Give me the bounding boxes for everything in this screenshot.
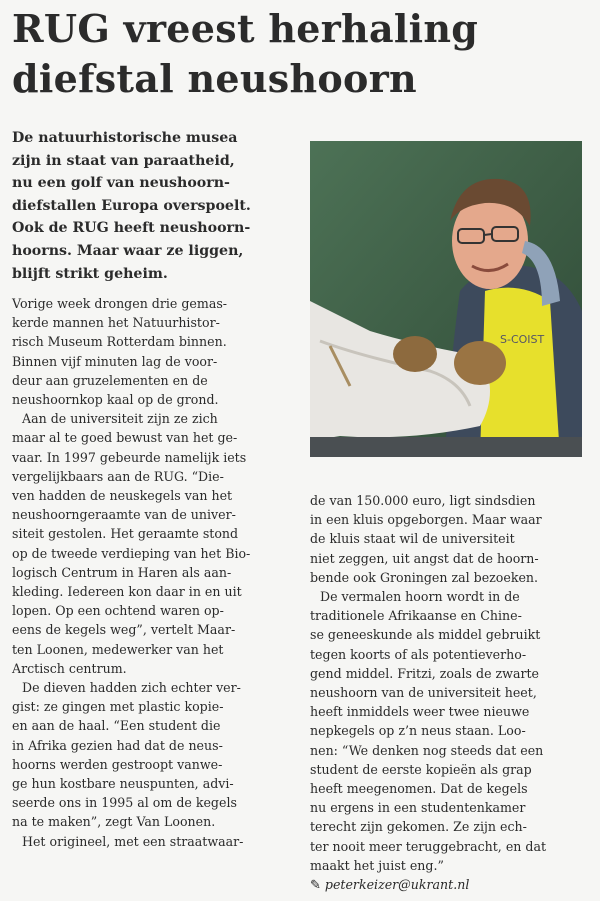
body-line: Binnen vijf minuten lag de voor- [12,353,218,369]
lead-line: diefstallen Europa overspoelt. [12,197,251,214]
article-photo [310,141,582,457]
body-line: Vorige week drongen drie gemas- [12,296,228,311]
byline [310,875,594,895]
shirt-print: S-COIST [500,333,545,346]
body-line: heeft inmiddels weer twee nieuwe [310,704,530,720]
body-line: op de tweede verdieping van het Bio- [12,545,251,561]
body-line: bende ook Groningen zal bezoeken. [310,569,539,585]
lead-line: zijn in staat van paraatheid, [12,152,235,169]
body-line: terecht zijn gekomen. Ze zijn ech- [310,819,527,835]
lead-line: hoorns. Maar waar ze liggen, [12,242,244,259]
body-line: vaar. In 1997 gebeurde namelijk iets [12,449,247,465]
body-line: de van 150.000 euro, ligt sindsdien [310,493,536,508]
lead-line: blijft strikt geheim. [12,265,168,282]
body-line: nen: “We denken nog steeds dat een [310,742,544,758]
body-line: ge hun kostbare neuspunten, advi- [12,776,234,792]
body-line: tegen koorts of als potentieverho- [310,646,527,662]
body-line: maar al te goed bewust van het ge- [12,430,238,446]
body-line: Aan de universiteit zijn ze zich [22,411,218,427]
body-line: ten Loonen, medewerker van het [12,641,224,657]
body-line: in een kluis opgeborgen. Maar waar [310,512,542,528]
body-line: eens de kegels weg”, vertelt Maar- [12,622,236,638]
body-line: kerde mannen het Natuurhistor- [12,315,220,331]
body-line: en aan de haal. “Een student die [12,718,221,734]
body-line: neushoorngeraamte van de univer- [12,507,236,523]
body-line: kleding. Iedereen kon daar in en uit [12,584,242,600]
pen-icon: ✎ [310,878,321,894]
body-column-2 [310,491,594,895]
headline [12,4,592,104]
lead-line: nu een golf van neushoorn- [12,175,230,192]
headline-line: RUG vreest herhaling [12,6,479,51]
body-line: ter nooit meer teruggebracht, en dat [310,838,547,854]
body-line: nepkegels op z’n neus staan. Loo- [310,723,526,739]
headline-line: diefstal neushoorn [12,56,417,101]
lead-line: De natuurhistorische musea [12,130,238,146]
body-line: nu ergens in een studentenkamer [310,800,526,816]
body-line: hoorns werden gestroopt vanwe- [12,756,223,772]
body-line: na te maken”, zegt Van Loonen. [12,814,216,830]
body-column-1 [12,294,304,851]
body-line: De vermalen hoorn wordt in de [320,589,520,605]
body-line: seerde ons in 1995 al om de kegels [12,795,237,811]
body-line: Arctisch centrum. [12,660,127,676]
body-line: de kluis staat wil de universiteit [310,531,515,547]
body-line: siteit gestolen. Het geraamte stond [12,526,239,542]
body-line: niet zeggen, uit angst dat de hoorn- [310,550,539,566]
body-line: gend middel. Fritzi, zoals de zwarte [310,665,539,681]
photo-illustration [310,141,582,457]
body-line: ven hadden de neuskegels van het [12,488,233,504]
body-line: De dieven hadden zich echter ver- [22,680,241,696]
lead-paragraph [12,127,302,285]
body-line: student de eerste kopieën als grap [310,761,532,777]
body-line: neushoorn van de universiteit heet, [310,685,537,701]
body-line: heeft meegenomen. Dat de kegels [310,781,528,797]
body-line: traditionele Afrikaanse en Chine- [310,608,522,624]
body-line: se geneeskunde als middel gebruikt [310,627,541,643]
body-line: lopen. Op een ochtend waren op- [12,603,224,619]
body-line: logisch Centrum in Haren als aan- [12,564,232,580]
body-line: in Afrika gezien had dat de neus- [12,737,223,753]
body-line: vergelijkbaars aan de RUG. “Die- [12,468,224,484]
body-line: Het origineel, met een straatwaar- [22,833,244,849]
lead-line: Ook de RUG heeft neushoorn- [12,220,251,237]
byline-email[interactable]: peterkeizer@ukrant.nl [324,877,470,893]
body-line: neushoornkop kaal op de grond. [12,392,219,408]
body-line: maakt het juist eng.” [310,857,444,873]
body-line: risch Museum Rotterdam binnen. [12,334,227,350]
body-line: gist: ze gingen met plastic kopie- [12,699,224,715]
body-line: deur aan gruzelementen en de [12,372,208,388]
